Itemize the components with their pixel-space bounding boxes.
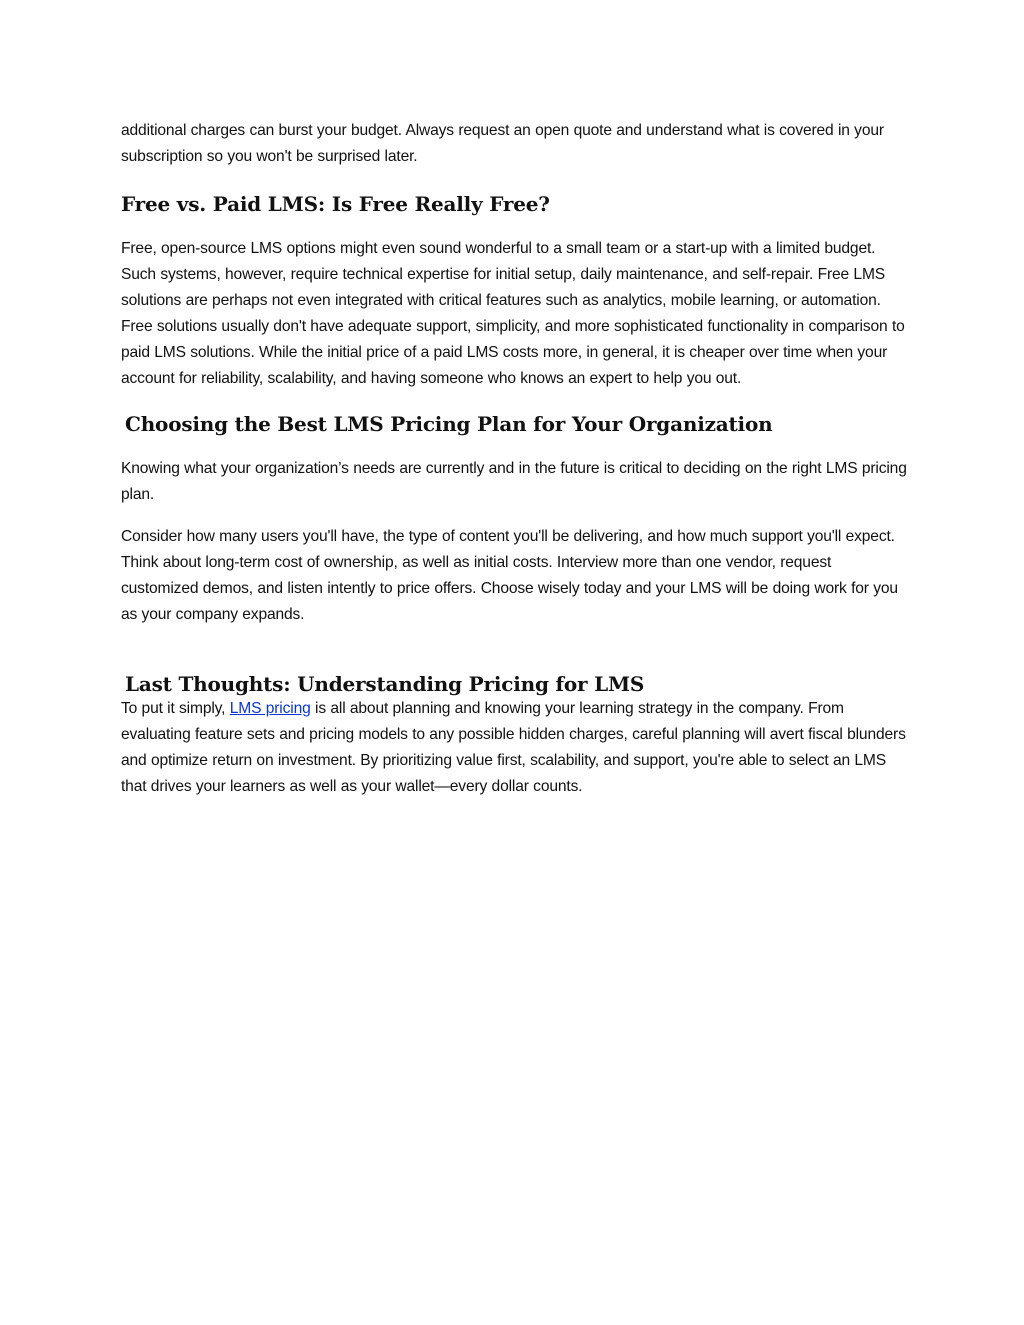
lms-pricing-link[interactable]: LMS pricing: [229, 700, 311, 717]
intro-paragraph: additional charges can burst your budget. Always request an open quote and understand what is covered in your subscription so you won't be surprised later.: [121, 122, 884, 165]
paragraph-last-thoughts: [121, 696, 911, 800]
heading-free-vs-paid: Free vs. Paid LMS: Is Free Really Free?: [121, 192, 550, 216]
paragraph-choosing-2: Consider how many users you'll have, the type of content you'll be delivering, and how much support you'll expect. Think about long-term cost of ownership, as well as initial costs. Interview more than one vendor, request customized demos, and listen intently to price offers. Choose wisely today and your LMS will be doing work for you as your company expands.: [121, 528, 898, 623]
heading-choosing-plan: Choosing the Best LMS Pricing Plan for Your Organization: [125, 412, 773, 436]
paragraph-choosing-1: Knowing what your organization’s needs are currently and in the future is critical to deciding on the right LMS pricing plan.: [121, 460, 907, 503]
document-page: [121, 118, 911, 800]
last-thoughts-text-start: To put it simply,: [121, 700, 230, 717]
paragraph-free-vs-paid: Free, open-source LMS options might even sound wonderful to a small team or a start-up with a limited budget. Such systems, however, require technical expertise for initial setup, daily maintenance, and self-repair. Free LMS solutions are perhaps not even integrated with critical features such as analytics, mobile learning, or automation. Free solutions usually don't have adequate support, simplicity, and more sophisticated functionality in comparison to paid LMS solutions. While the initial price of a paid LMS costs more, in general, it is cheaper over time when your account for reliability, scalability, and having someone who knows an expert to help you out.: [121, 240, 905, 387]
heading-last-thoughts: Last Thoughts: Understanding Pricing for LMS: [125, 672, 645, 696]
last-thoughts-text-end: is all about planning and knowing your learning strategy in the company. From evaluating feature sets and pricing models to any possible hidden charges, careful planning will avert fiscal blunders and optimize return on investment. By prioritizing value first, scalability, and support, you're able to select an LMS that drives your learners as well as your wallet—every dollar counts.: [121, 700, 906, 795]
